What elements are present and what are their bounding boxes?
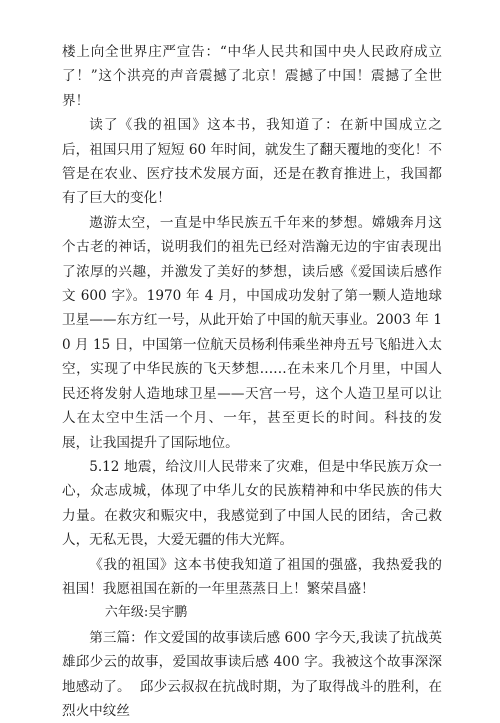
document-body (62, 40, 442, 723)
paragraph-2: 读了《我的祖国》这本书，我知道了：在新中国成立之后，祖国只用了短短 60 年时间，就发生了翻天覆地的变化！不管是在农业、医疗技术发展方面，还是在教育推进上，我国都有了巨大的变化！ (62, 117, 442, 207)
paragraph-7: 第三篇：作文爱国的故事读后感 600 字今天,我读了抗战英雄邱少云的故事，爱国故事读后感 400 字。我被这个故事深深地感动了。 邱少云叔叔在抗战时期，为了取得战斗的胜利，在烈火中纹丝 (62, 629, 442, 719)
paragraph-4: 5.12 地震，给汶川人民带来了灾难，但是中华民族万众一心，众志成城，体现了中华儿女的民族精神和中华民族的伟大力量。在救灾和赈灾中，我感觉到了中国人民的团结，舍己救人，无私无畏，大爱无疆的伟大光辉。 (62, 458, 442, 549)
author-signature: 六年级:吴宇鹏 (104, 605, 188, 621)
paragraph-5: 《我的祖国》这本书使我知道了祖国的强盛，我热爱我的祖国！我愿祖国在新的一年里蒸蒸日上！繁荣昌盛！ (62, 556, 442, 597)
paragraph-3: 遨游太空，一直是中华民族五千年来的梦想。嫦娥奔月这个古老的神话，说明我们的祖先已经对浩瀚无边的宇宙表现出了浓厚的兴趣，并激发了美好的梦想，读后感《爱国读后感作文 600 字》。1970 年 4 月，中国成功发射了第一颗人造地球卫星——东方红一号，从此开始了中国的航天事业。2003 年 10 月 15 日，中国第一位航天员杨利伟乘坐神舟五号飞船进入太空，实现了中华民族的飞天梦想……在未来几个月里，中国人民还将发射人造地球卫星——天宫一号，这个人造卫星可以让人在太空中生活一个月、一年，甚至更长的时间。科技的发展，让我国提升了国际地位。 (62, 214, 442, 451)
paragraph-1: 楼上向全世界庄严宣告：“中华人民共和国中央人民政府成立了！”这个洪亮的声音震撼了北京！震撼了中国！震撼了全世界！ (62, 44, 442, 109)
